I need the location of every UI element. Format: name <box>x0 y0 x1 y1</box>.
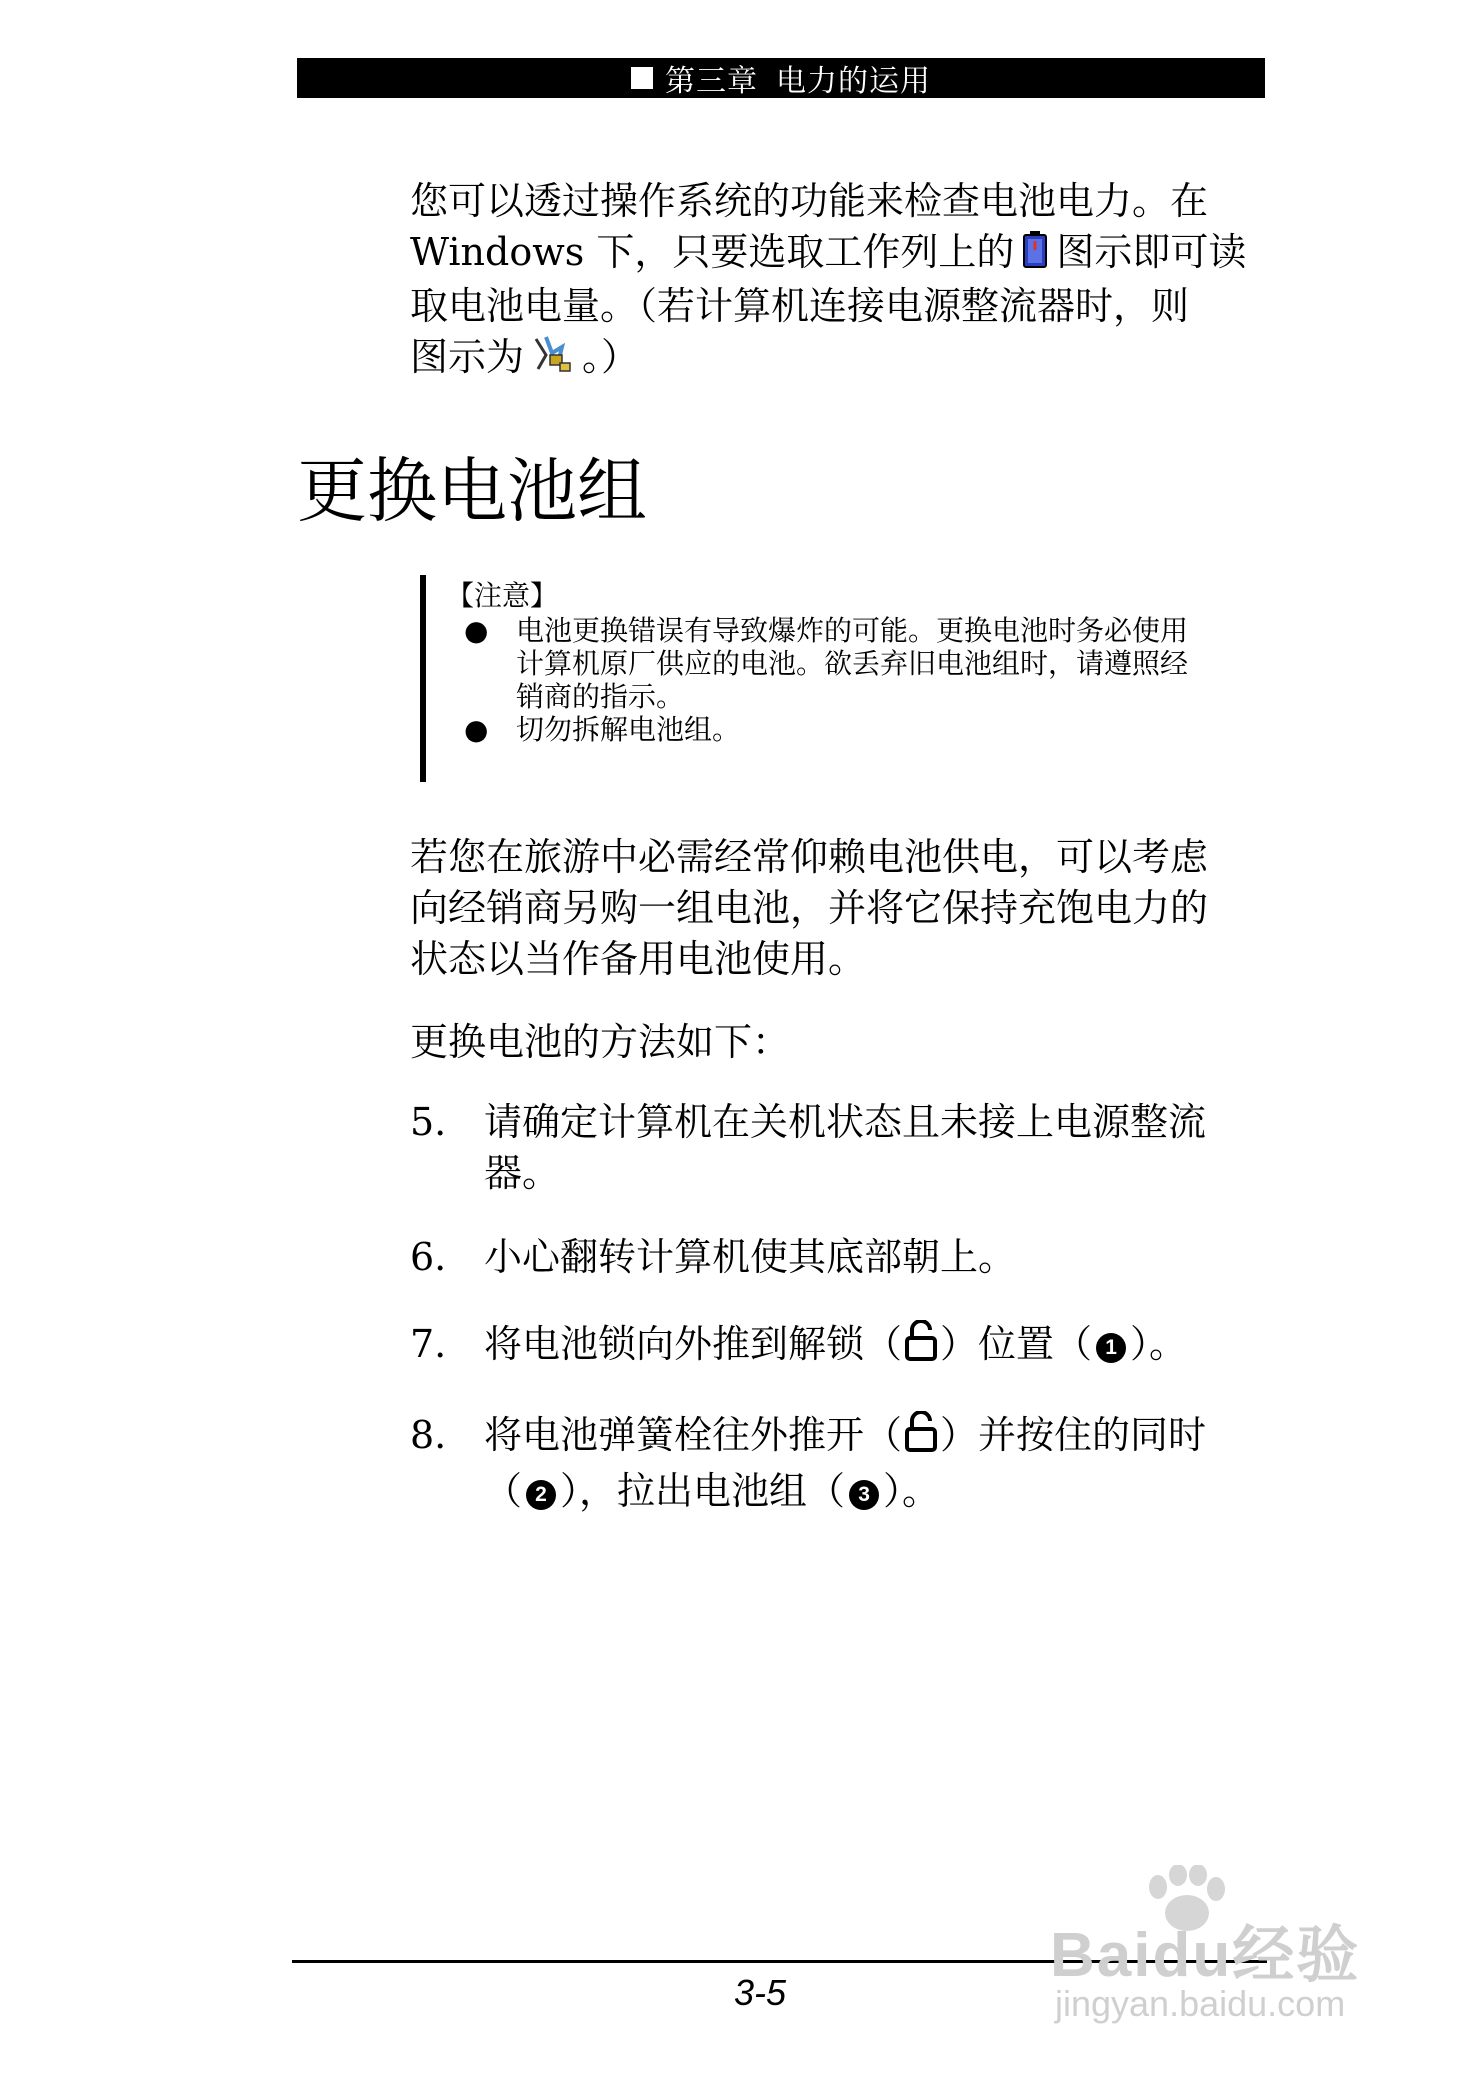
bullet-icon: ● <box>464 713 489 746</box>
step-number: 6. <box>410 1235 447 1279</box>
note-item-line: 计算机原厂供应的电池。欲丢弃旧电池组时，请遵照经 <box>516 647 1189 680</box>
spare-battery-paragraph <box>410 832 1270 985</box>
step-text: 将电池锁向外推到解锁（ ）位置（ 1 ）。 <box>484 1319 1270 1375</box>
intro-line-1: 您可以透过操作系统的功能来检查电池电力。在 <box>410 179 1209 223</box>
step-text: 将电池弹簧栓往外推开（ ）并按住的同时 （ 2 ），拉出电池组（ 3 ）。 <box>484 1413 1207 1513</box>
watermark-url: jingyan.baidu.com <box>1055 1983 1346 2024</box>
step-number: 7. <box>410 1322 447 1366</box>
intro-line-3: 取电池电量。（若计算机连接电源整流器时，则 <box>410 284 1190 328</box>
square-icon <box>631 67 653 89</box>
step-number: 5. <box>410 1100 447 1144</box>
step-item <box>410 1097 1270 1199</box>
ac-adapter-plug-icon <box>532 333 574 388</box>
chapter-label: 第三章 <box>665 64 758 99</box>
battery-icon <box>1022 230 1048 281</box>
step-item <box>410 1319 1270 1375</box>
step-text: 请确定计算机在关机状态且未接上电源整流 器。 <box>484 1100 1207 1195</box>
chapter-title: 电力的运用 <box>776 64 931 99</box>
unlock-icon <box>904 1320 938 1375</box>
note-item-line: 电池更换错误有导致爆炸的可能。更换电池时务必使用 <box>516 614 1189 647</box>
intro-line-2b: 图示即可读 <box>1056 230 1247 274</box>
step-number: 8. <box>410 1413 447 1457</box>
step-text: 小心翻转计算机使其底部朝上。 <box>484 1235 1017 1279</box>
note-item-line: 销商的指示。 <box>516 680 685 713</box>
warning-note <box>420 575 1270 782</box>
intro-line-4b: 。） <box>582 335 640 379</box>
note-title: 【注意】 <box>446 579 559 612</box>
step-item <box>410 1232 1270 1283</box>
marker-3-icon: 3 <box>849 1480 879 1510</box>
baidu-watermark <box>1045 1865 1385 2025</box>
paragraph-line: 状态以当作备用电池使用。 <box>410 937 867 981</box>
marker-2-icon: 2 <box>526 1480 556 1510</box>
note-item <box>446 614 1270 713</box>
paragraph-line: 若您在旅游中必需经常仰赖电池供电，可以考虑 <box>410 835 1209 879</box>
note-item-line: 切勿拆解电池组。 <box>516 713 741 746</box>
intro-line-2a: Windows 下，只要选取工作列上的 <box>410 230 1015 274</box>
intro-line-4a: 图示为 <box>410 335 525 379</box>
unlock-icon <box>904 1411 938 1466</box>
note-item <box>446 713 1270 746</box>
intro-paragraph <box>410 176 1270 388</box>
page-number: 3-5 <box>733 1972 787 2013</box>
method-intro: 更换电池的方法如下： <box>410 1020 791 1064</box>
watermark-brand: Baidu经验 <box>1050 1921 1361 1990</box>
marker-1-icon: 1 <box>1096 1333 1126 1363</box>
section-title: 更换电池组 <box>297 450 647 532</box>
bullet-icon: ● <box>464 614 489 647</box>
step-item <box>410 1410 1270 1517</box>
chapter-header <box>297 58 1265 98</box>
paragraph-line: 向经销商另购一组电池，并将它保持充饱电力的 <box>410 886 1209 930</box>
